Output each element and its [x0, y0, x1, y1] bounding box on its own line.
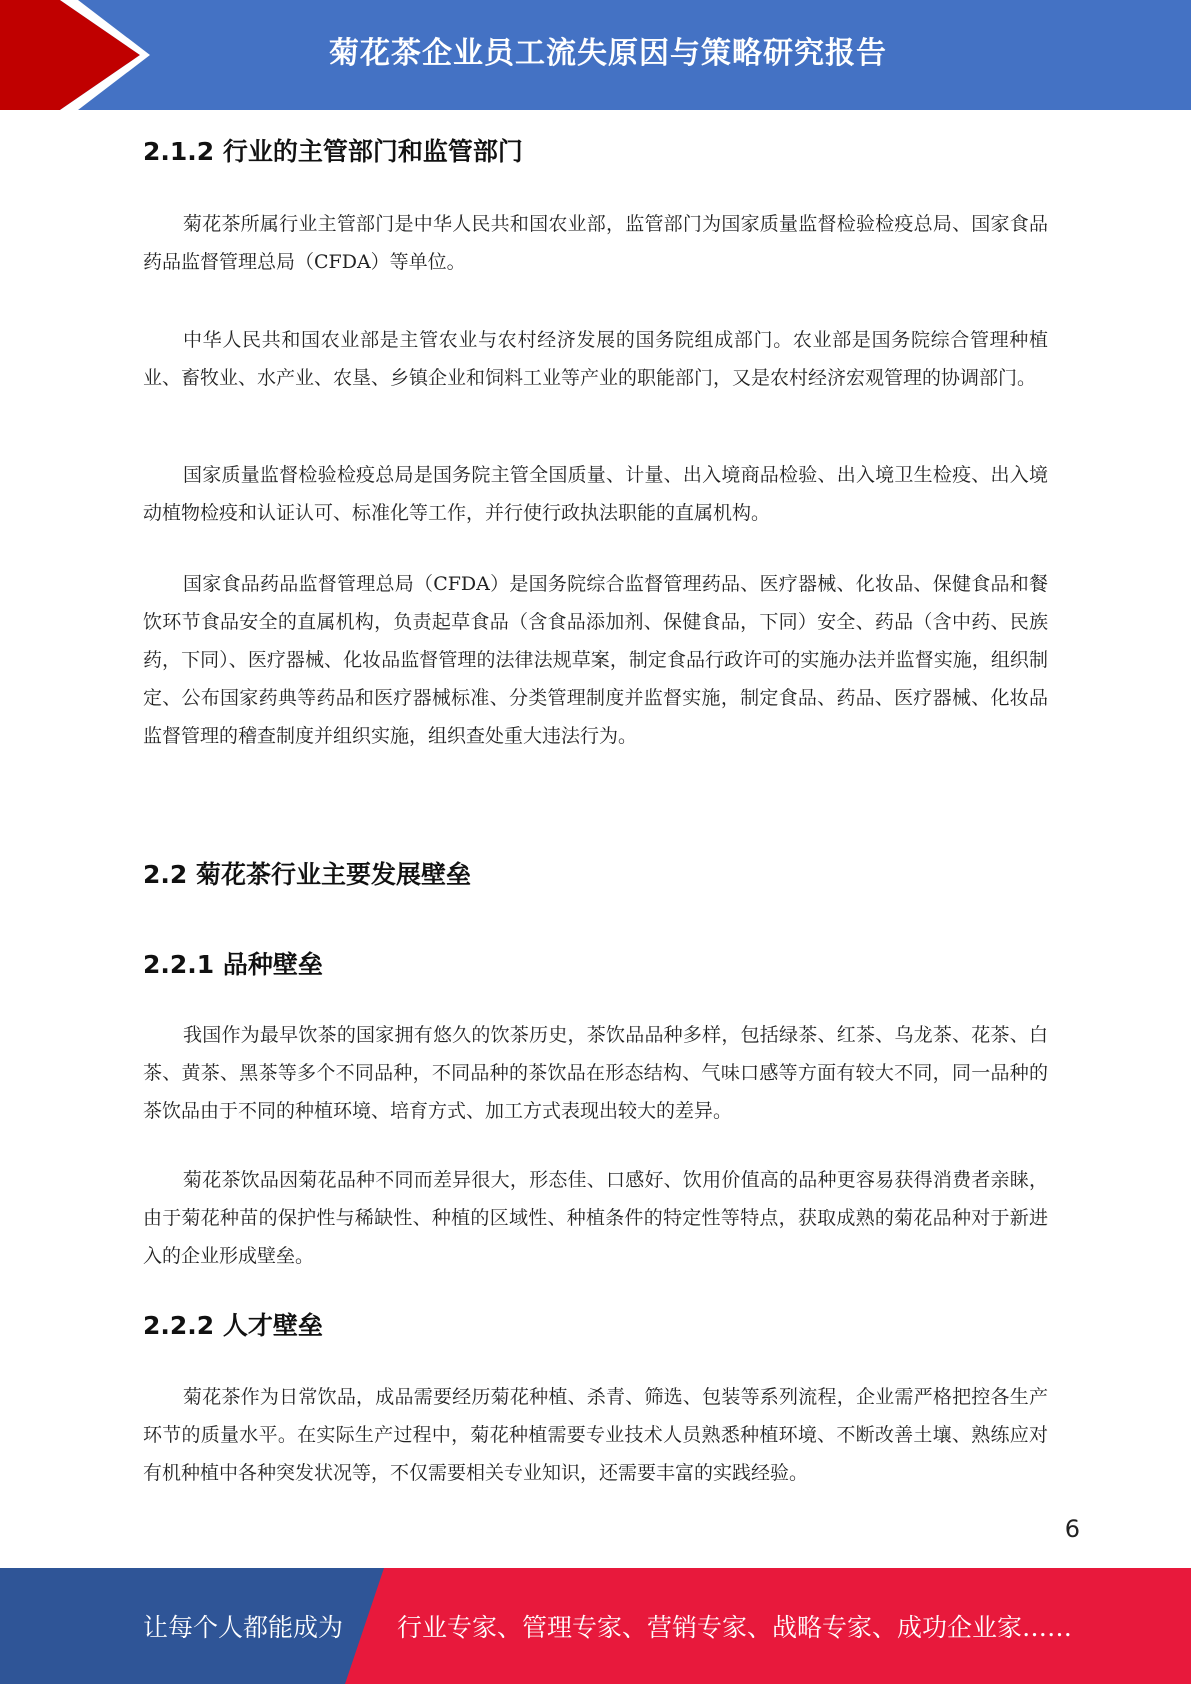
footer-band [0, 1568, 1191, 1684]
header-band [0, 0, 1191, 110]
footer-slogan-right: 行业专家、管理专家、营销专家、战略专家、成功企业家…… [397, 1613, 1073, 1642]
paragraph: 菊花茶所属行业主管部门是中华人民共和国农业部，监管部门为国家质量监督检验检疫总局、国家食品药品监督管理总局（CFDA）等单位。 [143, 213, 1048, 273]
heading-2-2: 2.2 菊花茶行业主要发展壁垒 [143, 860, 471, 889]
paragraph: 我国作为最早饮茶的国家拥有悠久的饮茶历史，茶饮品品种多样，包括绿茶、红茶、乌龙茶、花茶、白茶、黄茶、黑茶等多个不同品种，不同品种的茶饮品在形态结构、气味口感等方面有较大不同，同一品种的茶饮品由于不同的种植环境、培育方式、加工方式表现出较大的差异。 [143, 1024, 1048, 1122]
document-title: 菊花茶企业员工流失原因与策略研究报告 [329, 36, 887, 71]
footer-slogan-left: 让每个人都能成为 [143, 1613, 344, 1642]
paragraph: 菊花茶饮品因菊花品种不同而差异很大，形态佳、口感好、饮用价值高的品种更容易获得消费者亲睐，由于菊花种苗的保护性与稀缺性、种植的区域性、种植条件的特定性等特点，获取成熟的菊花品种对于新进入的企业形成壁垒。 [143, 1169, 1048, 1267]
paragraph: 国家质量监督检验检疫总局是国务院主管全国质量、计量、出入境商品检验、出入境卫生检疫、出入境动植物检疫和认证认可、标准化等工作，并行使行政执法职能的直属机构。 [143, 464, 1048, 524]
paragraph: 菊花茶作为日常饮品，成品需要经历菊花种植、杀青、筛选、包装等系列流程，企业需严格把控各生产环节的质量水平。在实际生产过程中，菊花种植需要专业技术人员熟悉种植环境、不断改善土壤、熟练应对有机种植中各种突发状况等，不仅需要相关专业知识，还需要丰富的实践经验。 [143, 1386, 1048, 1484]
paragraph: 中华人民共和国农业部是主管农业与农村经济发展的国务院组成部门。农业部是国务院综合管理种植业、畜牧业、水产业、农垦、乡镇企业和饲料工业等产业的职能部门，又是农村经济宏观管理的协调部门。 [143, 329, 1048, 389]
page-number: 6 [1064, 1515, 1080, 1543]
heading-2-2-2: 2.2.2 人才壁垒 [143, 1311, 323, 1340]
paragraph: 国家食品药品监督管理总局（CFDA）是国务院综合监督管理药品、医疗器械、化妆品、保健食品和餐饮环节食品安全的直属机构，负责起草食品（含食品添加剂、保健食品，下同）安全、药品（含中药、民族药，下同）、医疗器械、化妆品监督管理的法律法规草案，制定食品行政许可的实施办法并监督实施，组织制定、公布国家药典等药品和医疗器械标准、分类管理制度并监督实施，制定食品、药品、医疗器械、化妆品监督管理的稽查制度并组织实施，组织查处重大违法行为。 [143, 573, 1048, 747]
heading-2-1-2: 2.1.2 行业的主管部门和监管部门 [143, 137, 523, 166]
heading-2-2-1: 2.2.1 品种壁垒 [143, 950, 323, 979]
